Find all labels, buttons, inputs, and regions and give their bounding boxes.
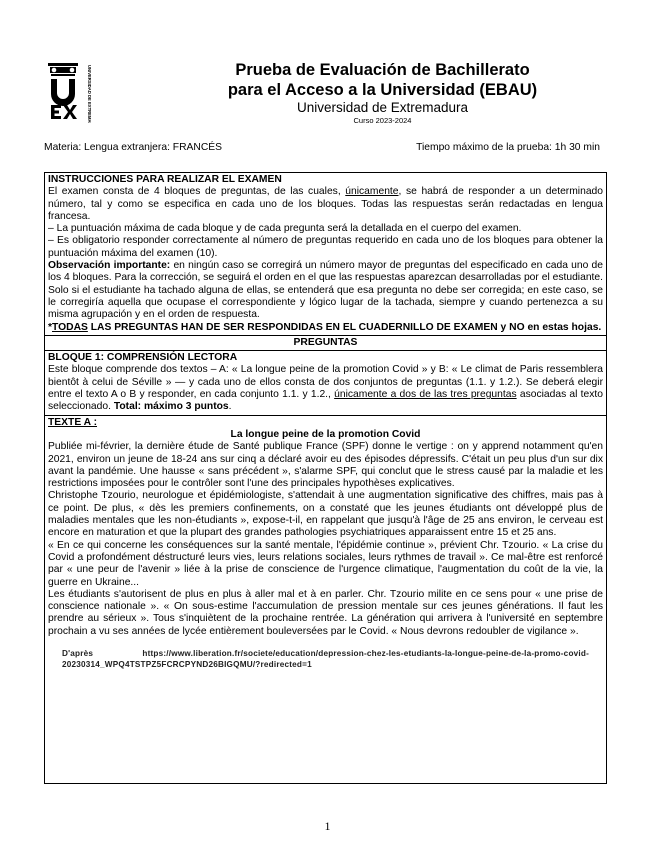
texte-a-title: La longue peine de la promotion Covid — [230, 428, 421, 440]
exam-content-frame — [44, 172, 607, 784]
instructions-box — [45, 173, 606, 336]
course-year: Curso 2023-2024 — [353, 116, 412, 125]
all-questions-note: *TODAS LAS PREGUNTAS HAN DE SER RESPONDIDAS EN EL CUADERNILLO DE EXAMEN y NO en estas hojas. — [48, 321, 602, 333]
instructions-paragraph-2: – La puntuación máxima de cada bloque y de cada pregunta será la detallada en el cuerpo del examen. — [48, 223, 522, 235]
exam-title-line2: para el Acceso a la Universidad (EBAU) — [227, 81, 538, 99]
texte-a-paragraph: Christophe Tzourio, neurologue et épidémiologiste, s'attendait à une augmentation significative des chiffres, mais pas à ce point. De plus, « dès les premiers confinements, on a constaté que les jeunes étudiants ont développé plus de maladies mentales que les non-étudiants », expose-t-il, en rappelant que jusqu'à l'âge de 25 ans environ, le cerveau est encore en maturation et que la plupart des grandes pathologies psychiatriques apparaissent entre 15 et 25 ans. — [48, 490, 603, 539]
exam-header — [195, 60, 570, 126]
instructions-paragraph-1: El examen consta de 4 bloques de preguntas, de las cuales, únicamente, se habrá de responder a un determinado número, tal y como se especifica en cada uno de los bloques. Todas las respuestas serán redactadas en lengua francesa. — [48, 186, 603, 222]
exam-title-line1: Prueba de Evaluación de Bachillerato — [235, 61, 530, 79]
preguntas-heading: PREGUNTAS — [45, 336, 606, 351]
texte-a-box — [45, 416, 606, 675]
texte-a-paragraph: Publiée mi-février, la dernière étude de Santé publique France (SPF) donne le vertige : on y apprend notamment qu'en 2021, environ un jeune de 18-24 ans sur cinq a déclaré avoir eu des épisodes dépressifs. C'était un peu plus d'un sur dix avant la pandémie. Une hausse « sans précédent », s'alarme SPF, qui conclut que le stress causé par la maladie et les restrictions imposées pour le contrôler sont l'une des principales hypothèses explicatives. — [48, 441, 603, 490]
texte-a-paragraph: « En ce qui concerne les conséquences sur la santé mentale, l'épidémie continue », prévient Chr. Tzourio. « La crise du Covid a profondément déstructuré leurs vies, leurs relations sociales, leurs rythmes de travail ». Ce mal-être est renforcé par « une peur de l'avenir » liée à la prise de conscience de l'urgence climatique, l'augmentation du coût de la vie, la guerre en Ukraine... — [48, 539, 603, 588]
instructions-paragraph-3: – Es obligatorio responder correctamente al número de preguntas requerido en cada uno de los bloques para obtener la puntuación máxima del examen (10). — [48, 235, 603, 259]
texte-a-paragraph: Les étudiants s'autorisent de plus en plus à aller mal et à en parler. Chr. Tzourio milite en ce sens pour « une prise de conscience nationale ». « On sous-estime l'accumulation de pression mentale sur ces jeunes générations. Il faut les prendre au sérieux ». Tous s'inquiètent de la prochaine rentrée. La génération qui arrivera à l'université en septembre prochain a vu ses années de lycée entièrement bouleversées par le Covid. « Nous devrons redoubler de vigilance ». — [48, 588, 603, 637]
texte-a-label: TEXTE A : — [48, 416, 98, 428]
bloque1-box — [45, 351, 606, 415]
instructions-title: INSTRUCCIONES PARA REALIZAR EL EXAMEN — [48, 174, 282, 185]
texte-a-source: D'après https://www.liberation.fr/societe/education/depression-chez-les-etudiants-la-longue-peine-de-la-promo-covid-20230314_WPQ4TSTPZ5FCRCPYND26BIGQMU/?redirected=1 — [62, 648, 589, 669]
time-limit-label: Tiempo máximo de la prueba: 1h 30 min — [416, 142, 600, 153]
bloque1-title: BLOQUE 1: COMPRENSIÓN LECTORA — [48, 352, 238, 364]
university-name: Universidad de Extremadura — [296, 100, 469, 115]
uex-logo-graphic — [46, 61, 102, 123]
svg-text:UNIVERSIDAD DE EXTREMADURA: UNIVERSIDAD DE EXTREMADURA — [87, 65, 92, 123]
subject-label: Materia: Lengua extranjera: FRANCÉS — [44, 142, 222, 153]
uex-logo — [46, 61, 102, 123]
page-number: 1 — [324, 819, 331, 833]
important-observation: Observación importante: en ningún caso se corregirá un número mayor de preguntas del especificado en cada uno de los 4 bloques. Para la corrección, se seguirá el orden en el que las respuestas aparezcan desarrolladas por el estudiante. Solo si el estudiante ha tachado alguna de ellas, se entenderá que esa pregunta no debe ser corregida; en este caso, se le corregiría aquella que ocupase el correspondiente y lógico lugar de la tachada, siempre y cuando pertenezca a su misma agrupación y en el orden de respuesta. — [48, 260, 603, 321]
bloque1-description: Este bloque comprende dos textos – A: « La longue peine de la promotion Covid » y B: « Le climat de Paris ressemblera bientôt à celui de Séville » — y cada uno de ellos consta de dos conjuntos de preguntas (1.1. y 1.2.). Se deberá elegir entre el texto A o B y responder, en cada conjunto 1.1. y 1.2., únicamente a dos de las tres preguntas asociadas al texto seleccionado. Total: máximo 3 puntos. — [48, 364, 603, 413]
